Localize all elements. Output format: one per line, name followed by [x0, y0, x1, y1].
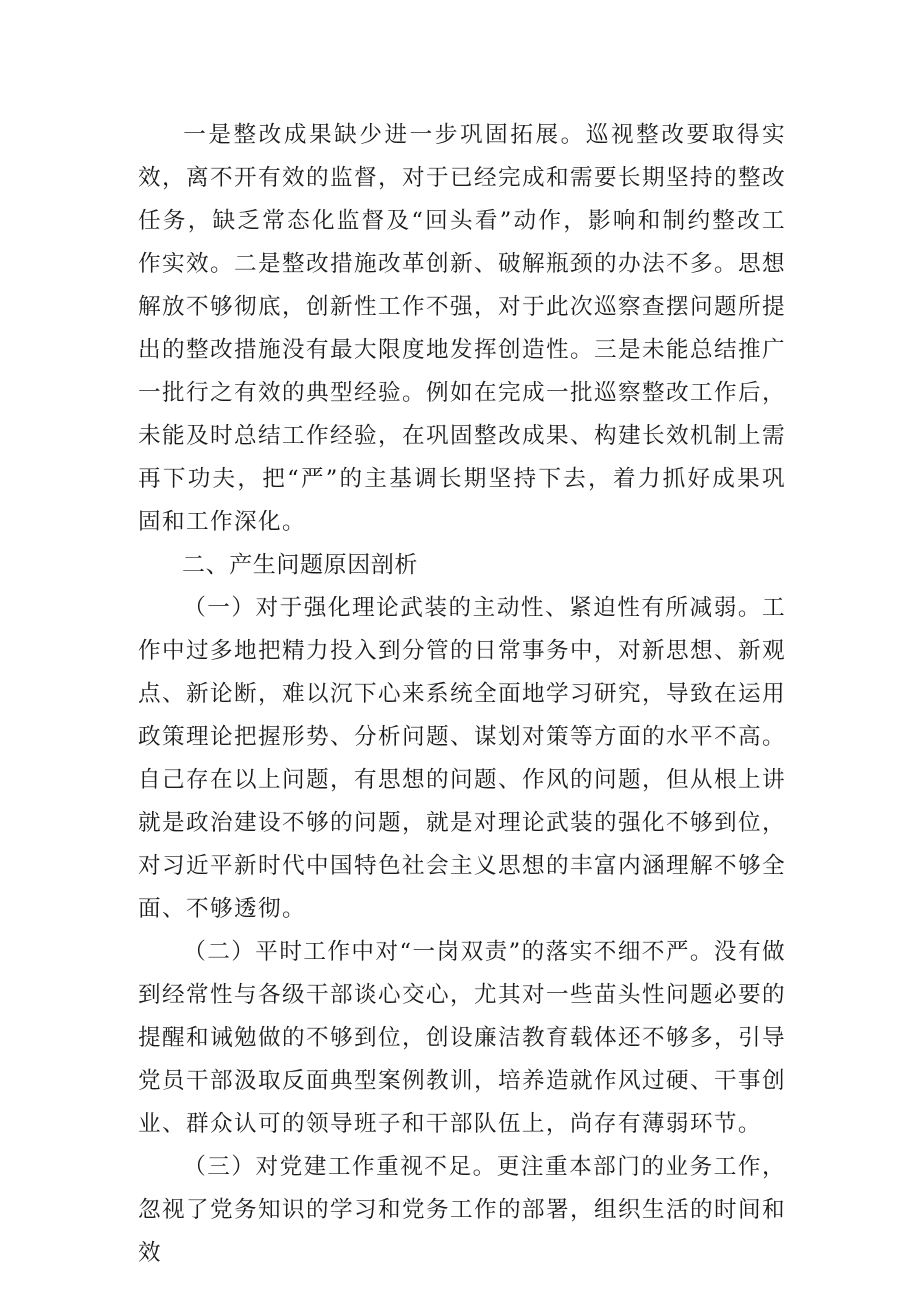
section-heading-cause-analysis: 二、产生问题原因剖析 — [182, 552, 418, 578]
document-body — [138, 114, 786, 1275]
paragraph-cause-theory: （一）对于强化理论武装的主动性、紧迫性有所减弱。工作中过多地把精力投入到分管的日常事务中，对新思想、新观点、新论断，难以沉下心来系统全面地学习研究，导致在运用政策理论把握形势、分析问题、谋划对策等方面的水平不高。自己存在以上问题，有思想的问题、作风的问题，但从根上讲就是政治建设不够的问题，就是对理论武装的强化不够到位，对习近平新时代中国特色社会主义思想的丰富内涵理解不够全面、不够透彻。 — [138, 595, 786, 922]
paragraph-shortcomings: 一是整改成果缺少进一步巩固拓展。巡视整改要取得实效，离不开有效的监督，对于已经完成和需要长期坚持的整改任务，缺乏常态化监督及“回头看”动作，影响和制约整改工作实效。二是整改措施改革创新、破解瓶颈的办法不多。思想解放不够彻底，创新性工作不强，对于此次巡察查摆问题所提出的整改措施没有最大限度地发挥创造性。三是未能总结推广一批行之有效的典型经验。例如在完成一批巡察整改工作后，未能及时总结工作经验，在巩固整改成果、构建长效机制上需再下功夫，把“严”的主基调长期坚持下去，着力抓好成果巩固和工作深化。 — [138, 122, 786, 535]
paragraph-cause-party-building: （三）对党建工作重视不足。更注重本部门的业务工作，忽视了党务知识的学习和党务工作的部署，组织生活的时间和效 — [138, 1154, 786, 1266]
paragraph-cause-responsibility: （二）平时工作中对“一岗双责”的落实不细不严。没有做到经常性与各级干部谈心交心，尤其对一些苗头性问题必要的提醒和诫勉做的不够到位，创设廉洁教育载体还不够多，引导党员干部汲取反面典型案例教训，培养造就作风过硬、干事创业、群众认可的领导班子和干部队伍上，尚存有薄弱环节。 — [138, 939, 786, 1137]
